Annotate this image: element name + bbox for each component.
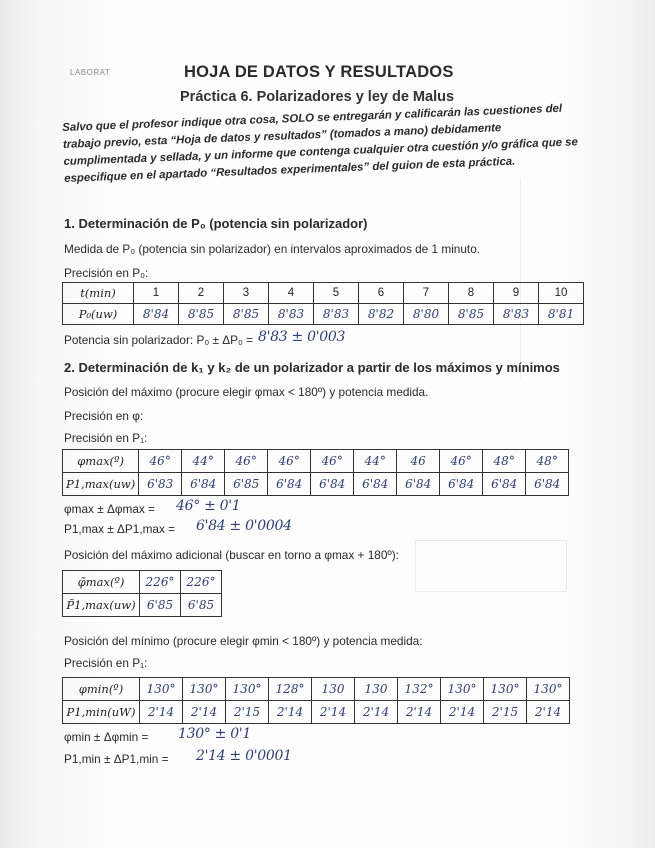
min-r1-cell: 130 [355, 678, 398, 701]
min-r1-cell: 130° [226, 678, 269, 701]
max-table-angle-header: φmax(º) [63, 450, 139, 473]
additional-table-power-header: P̃1,max(uw) [63, 594, 140, 617]
max-r1-cell: 48° [483, 450, 526, 473]
min-position-label: Posición del mínimo (procure elegir φmin < 180º) y potencia medida: [64, 634, 423, 648]
min-r2-cell: 2'14 [398, 701, 441, 724]
min-r1-cell: 130° [140, 678, 183, 701]
min-r1-cell: 132° [398, 678, 441, 701]
p1-min-value: 2'14 ± 0'0001 [196, 748, 292, 764]
min-r2-cell: 2'14 [527, 701, 570, 724]
min-r2-cell: 2'14 [183, 701, 226, 724]
max-r1-cell: 44° [354, 450, 397, 473]
p0-table [62, 282, 584, 325]
max-r1-cell: 46° [311, 450, 354, 473]
phi-min-value: 130° ± 0'1 [178, 726, 252, 742]
max-position-label: Posición del máximo (procure elegir φmax < 180º) y potencia medida. [64, 385, 429, 399]
p0-r2-cell: 8'80 [404, 304, 449, 325]
max-table-power-header: P1,max(uw) [63, 473, 139, 496]
additional-r1-cell: 226° [181, 571, 222, 594]
p0-r2-cell: 8'81 [539, 304, 584, 325]
p0-r1-cell: 3 [224, 283, 269, 304]
p0-r1-cell: 5 [314, 283, 359, 304]
max-r1-cell: 46° [225, 450, 268, 473]
max-r2-cell: 6'84 [268, 473, 311, 496]
p0-r1-cell: 10 [539, 283, 584, 304]
additional-max-label: Posición del máximo adicional (buscar en torno a φmax + 180º): [64, 548, 399, 562]
max-r2-cell: 6'83 [139, 473, 182, 496]
max-r2-cell: 6'84 [354, 473, 397, 496]
max-r2-cell: 6'84 [182, 473, 225, 496]
additional-r2-cell: 6'85 [181, 594, 222, 617]
precision-phi-label: Precisión en φ: [64, 409, 144, 423]
max-r2-cell: 6'84 [483, 473, 526, 496]
max-r1-cell: 46° [268, 450, 311, 473]
p1-max-value: 6'84 ± 0'0004 [196, 518, 292, 534]
p0-r1-cell: 9 [494, 283, 539, 304]
phi-min-label: φmin ± Δφmin = [64, 730, 149, 744]
additional-r1-cell: 226° [140, 571, 181, 594]
p1-max-label: P1,max ± ΔP1,max = [64, 522, 176, 536]
min-r1-cell: 130° [484, 678, 527, 701]
min-r2-cell: 2'14 [140, 701, 183, 724]
precision-p1-label: Precisión en P₁: [64, 431, 148, 445]
p0-r2-cell: 8'85 [224, 304, 269, 325]
min-r1-cell: 130 [312, 678, 355, 701]
min-r2-cell: 2'14 [312, 701, 355, 724]
min-r2-cell: 2'14 [441, 701, 484, 724]
min-r2-cell: 2'14 [269, 701, 312, 724]
p1-min-label: P1,min ± ΔP1,min = [64, 752, 169, 766]
p0-r1-cell: 1 [134, 283, 179, 304]
max-table [62, 449, 569, 496]
max-r1-cell: 46° [139, 450, 182, 473]
max-r2-cell: 6'84 [311, 473, 354, 496]
min-table-power-header: P1,min(uW) [63, 701, 140, 724]
p0-r2-cell: 8'83 [314, 304, 359, 325]
max-r1-cell: 48° [526, 450, 569, 473]
additional-max-table [62, 570, 222, 617]
p0-r2-cell: 8'82 [359, 304, 404, 325]
min-table [62, 677, 570, 724]
min-r2-cell: 2'15 [484, 701, 527, 724]
p0-r2-cell: 8'85 [449, 304, 494, 325]
min-r1-cell: 130° [183, 678, 226, 701]
p0-r2-cell: 8'84 [134, 304, 179, 325]
p0-r1-cell: 2 [179, 283, 224, 304]
section1-heading: 1. Determinación de P₀ (potencia sin polarizador) [64, 216, 368, 231]
intro-paragraph: Salvo que el profesor indique otra cosa, SOLO se entregarán y calificarán las cuestiones del trabajo previo, esta “Hoja de datos y resultados” (tomados a mano) debidamente cumplimentada y sellada, y un informe que contenga cualquier otra cuestión y/o gráfica que se especifique en el apartado “Resultados experimentales” del guion de esta práctica. [62, 102, 579, 185]
p0-table-time-header: t(min) [63, 283, 134, 304]
header-tag: LABORAT [70, 68, 111, 77]
section2-heading: 2. Determinación de k₁ y k₂ de un polarizador a partir de los máximos y mínimos [64, 360, 560, 375]
max-r2-cell: 6'84 [526, 473, 569, 496]
min-r2-cell: 2'15 [226, 701, 269, 724]
p0-r2-cell: 8'83 [269, 304, 314, 325]
phi-max-label: φmax ± Δφmax = [64, 502, 155, 516]
page-title: HOJA DE DATOS Y RESULTADOS [184, 63, 454, 81]
max-r2-cell: 6'85 [225, 473, 268, 496]
bleed-through-box [415, 540, 567, 592]
min-r2-cell: 2'14 [355, 701, 398, 724]
p0-result-label: Potencia sin polarizador: P₀ ± ΔP₀ = [64, 333, 254, 347]
p0-r2-cell: 8'85 [179, 304, 224, 325]
min-r1-cell: 128° [269, 678, 312, 701]
p0-r1-cell: 6 [359, 283, 404, 304]
min-table-angle-header: φmin(º) [63, 678, 140, 701]
additional-table-angle-header: φ̃max(º) [63, 571, 140, 594]
min-r1-cell: 130° [527, 678, 570, 701]
p0-r1-cell: 7 [404, 283, 449, 304]
max-r1-cell: 44° [182, 450, 225, 473]
p0-r2-cell: 8'83 [494, 304, 539, 325]
max-r2-cell: 6'84 [397, 473, 440, 496]
section1-description: Medida de P₀ (potencia sin polarizador) en intervalos aproximados de 1 minuto. [64, 242, 481, 256]
p0-table-power-header: P₀(uw) [63, 304, 134, 325]
max-r1-cell: 46 [397, 450, 440, 473]
phi-max-value: 46° ± 0'1 [176, 498, 241, 514]
max-r1-cell: 46° [440, 450, 483, 473]
bleed-through-right [520, 178, 621, 378]
p0-r1-cell: 4 [269, 283, 314, 304]
page-subtitle: Práctica 6. Polarizadores y ley de Malus [180, 89, 455, 105]
precision-p1-min-label: Precisión en P₁: [64, 656, 148, 670]
min-r1-cell: 130° [441, 678, 484, 701]
p0-result-value: 8'83 ± 0'003 [258, 329, 346, 345]
max-r2-cell: 6'84 [440, 473, 483, 496]
p0-r1-cell: 8 [449, 283, 494, 304]
section1-precision-label: Precisión en P₀: [64, 266, 149, 280]
additional-r2-cell: 6'85 [140, 594, 181, 617]
